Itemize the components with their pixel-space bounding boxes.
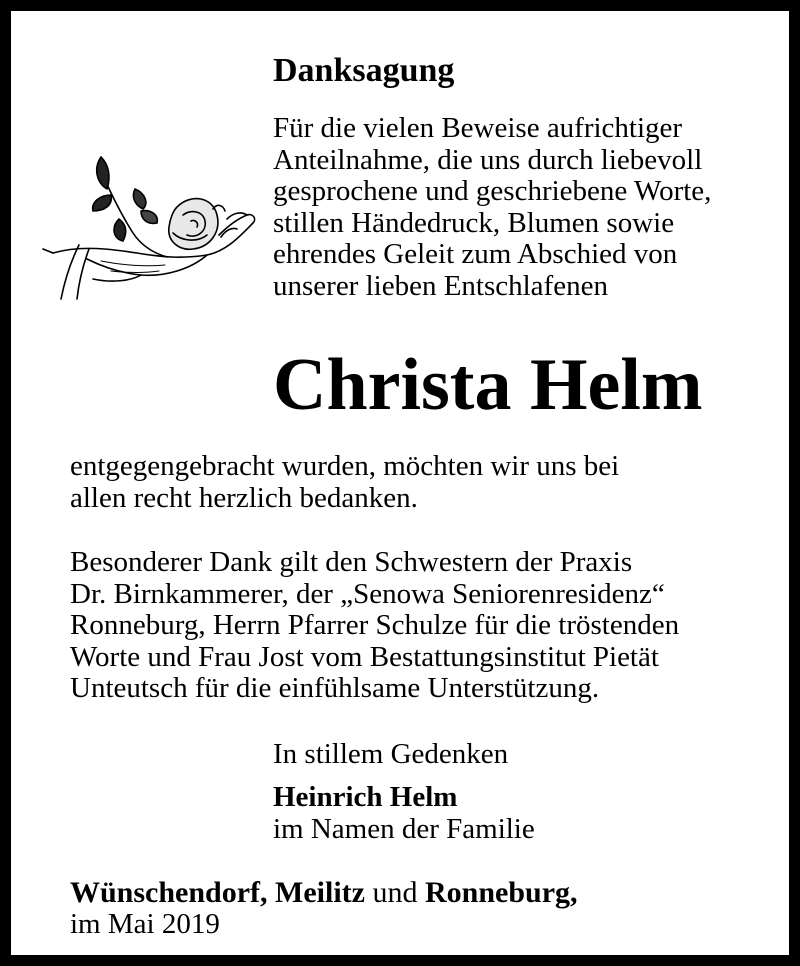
notice-heading: Danksagung xyxy=(273,52,455,89)
notice-date: im Mai 2019 xyxy=(70,908,220,940)
place-wuenschendorf: Wünschendorf, xyxy=(70,876,268,909)
intro-line: stillen Händedruck, Blumen sowie xyxy=(273,206,675,239)
places-line xyxy=(70,877,578,909)
special-thanks-line: Worte und Frau Jost vom Bestattungsinstitut Pietät xyxy=(70,640,659,673)
special-thanks-line: Dr. Birnkammerer, der „Senowa Seniorenresidenz“ xyxy=(70,577,665,610)
place-meilitz: Meilitz xyxy=(275,876,365,909)
places-connector: und xyxy=(372,876,418,909)
closing-phrase: In stillem Gedenken xyxy=(273,738,509,770)
intro-line: unserer lieben Entschlafenen xyxy=(273,269,608,302)
special-thanks-text xyxy=(70,547,790,705)
signer-name: Heinrich Helm xyxy=(273,781,458,813)
place-ronneburg: Ronneburg, xyxy=(425,876,578,909)
deceased-name: Christa Helm xyxy=(273,344,703,426)
thanks-line: entgegengebracht wurden, möchten wir uns bei xyxy=(70,450,620,482)
special-thanks-line: Unteutsch für die einfühlsame Unterstützung. xyxy=(70,672,600,704)
special-thanks-line: Besonderer Dank gilt den Schwestern der Praxis xyxy=(70,546,633,578)
special-thanks-line: Ronneburg, Herrn Pfarrer Schulze für die tröstenden xyxy=(70,609,680,641)
intro-line: Anteilnahme, die uns durch liebevoll xyxy=(273,143,703,176)
thanks-line: allen recht herzlich bedanken. xyxy=(70,481,418,514)
thanks-text xyxy=(70,451,770,514)
hand-holding-rose-icon xyxy=(41,149,257,305)
intro-line: gesprochene und geschriebene Worte, xyxy=(273,175,712,207)
intro-line: ehrendes Geleit zum Abschied von xyxy=(273,238,678,270)
signer-role: im Namen der Familie xyxy=(273,813,535,845)
intro-line: Für die vielen Beweise aufrichtiger xyxy=(273,112,683,144)
intro-text xyxy=(273,113,800,302)
